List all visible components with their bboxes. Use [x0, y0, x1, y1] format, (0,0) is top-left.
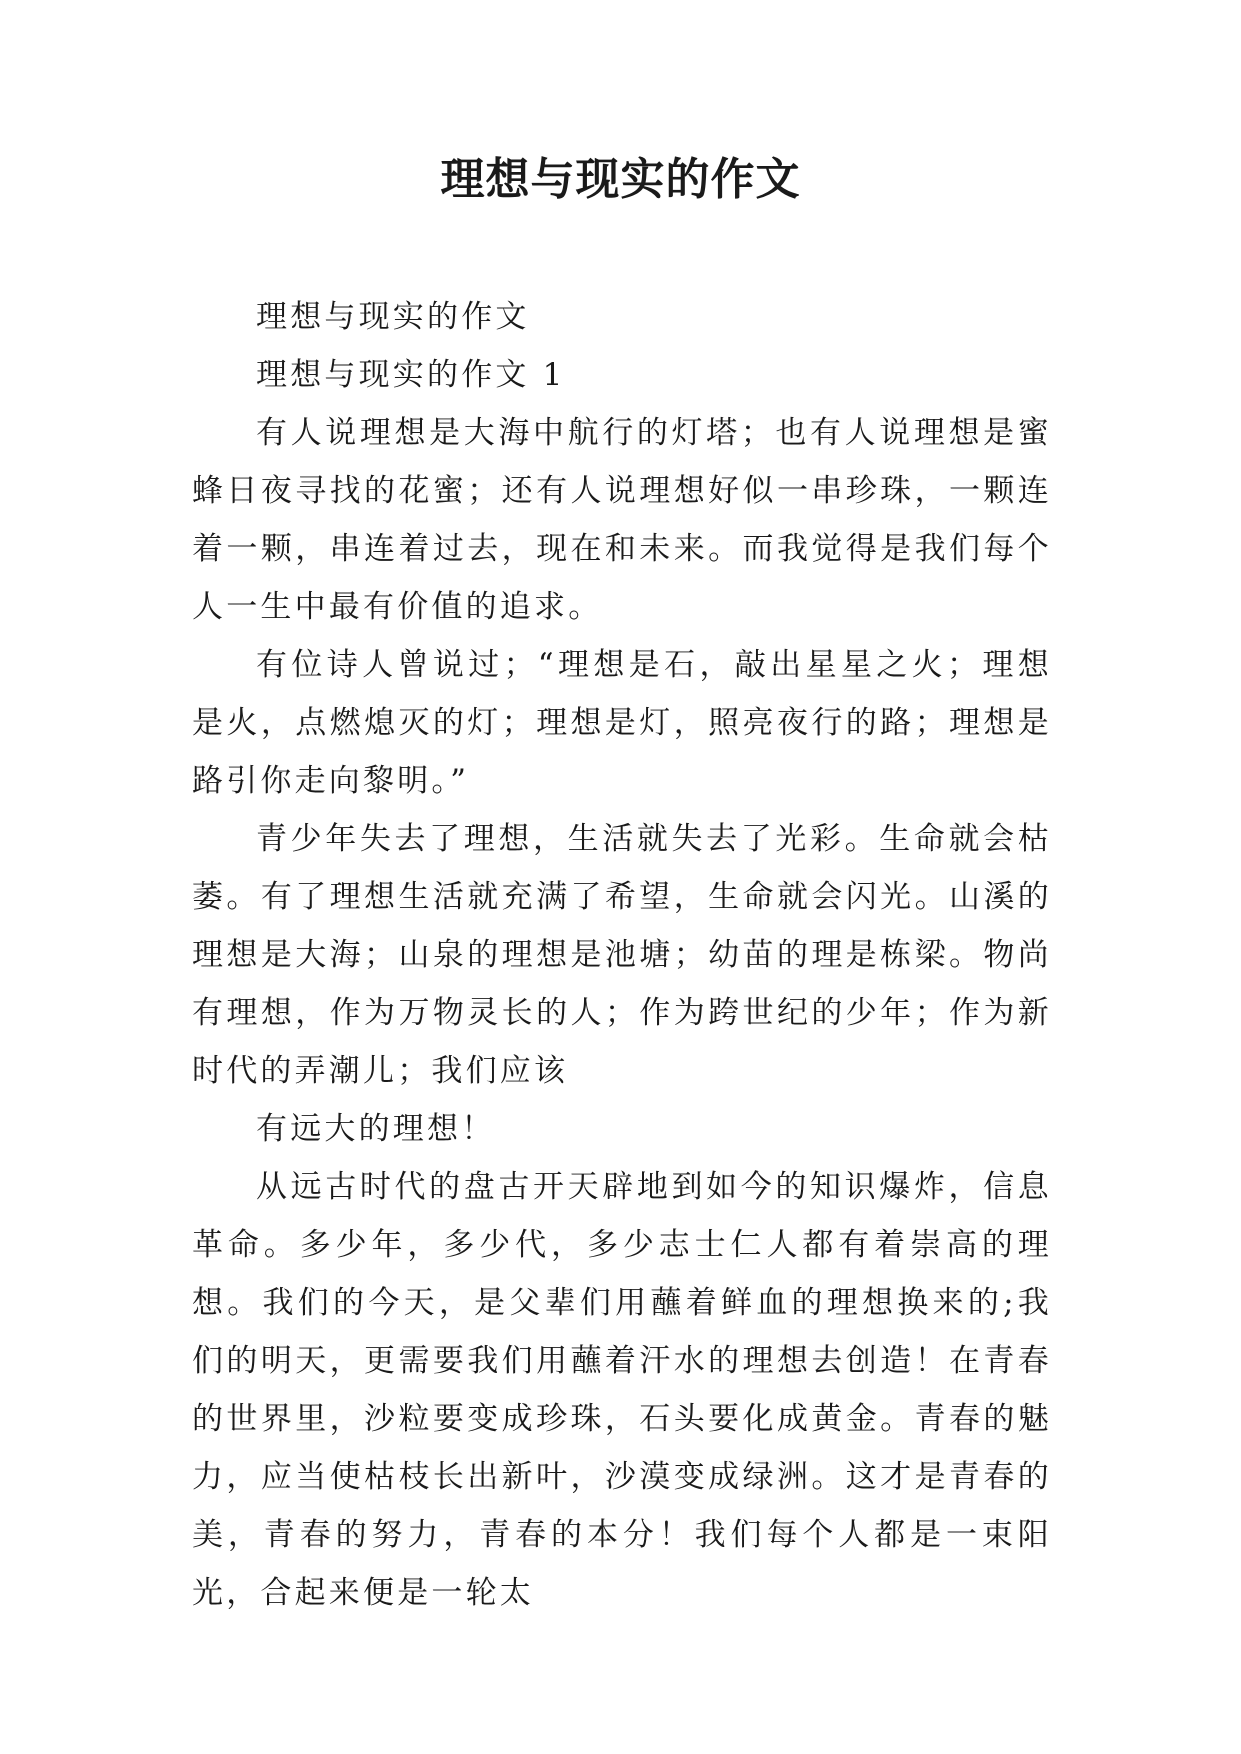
- paragraph-heading: 理想与现实的作文: [256, 299, 530, 335]
- paragraph: 青少年失去了理想，生活就失去了光彩。生命就会枯萎。有了理想生活就充满了希望，生命就会闪光。山溪的理想是大海；山泉的理想是池塘；幼苗的理是栋梁。物尚有理想，作为万物灵长的人；作为跨世纪的少年；作为新时代的弄潮儿；我们应该: [192, 821, 1052, 1089]
- paragraph: 有远大的理想！: [256, 1111, 496, 1147]
- paragraph: 有人说理想是大海中航行的灯塔；也有人说理想是蜜蜂日夜寻找的花蜜；还有人说理想好似一串珍珠，一颗连着一颗，串连着过去，现在和未来。而我觉得是我们每个人一生中最有价值的追求。: [192, 415, 1052, 625]
- paragraph-subheading: 理想与现实的作文 1: [256, 357, 566, 393]
- paragraph: 从远古时代的盘古开天辟地到如今的知识爆炸，信息革命。多少年，多少代，多少志士仁人都有着崇高的理想。我们的今天，是父辈们用蘸着鲜血的理想换来的;我们的明天，更需要我们用蘸着汗水的理想去创造！在青春的世界里，沙粒要变成珍珠，石头要化成黄金。青春的魅力，应当使枯枝长出新叶，沙漠变成绿洲。这才是青春的美，青春的努力，青春的本分！我们每个人都是一束阳光，合起来便是一轮太: [192, 1169, 1052, 1611]
- document-title: 理想与现实的作文: [440, 154, 801, 205]
- paragraph: 有位诗人曾说过；“理想是石，敲出星星之火；理想是火，点燃熄灭的灯；理想是灯，照亮夜行的路；理想是路引你走向黎明。”: [192, 647, 1052, 799]
- document-body: [192, 288, 1052, 1622]
